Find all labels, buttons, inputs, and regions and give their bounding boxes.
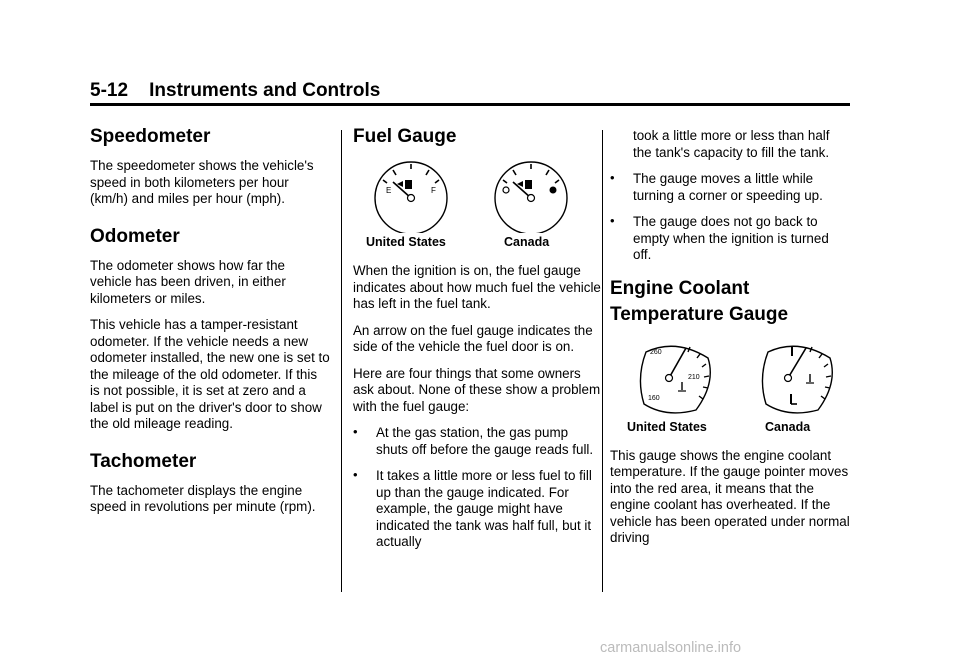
fuel-empty-label: E (386, 186, 392, 195)
odometer-body-1: The odometer shows how far the vehicle has been driven, in either kilometers or miles. (90, 257, 286, 306)
bullet-ignition-off: • The gauge does not go back to empty when the ignition is turned off. (610, 214, 850, 264)
fuel-gauge-illustrations (353, 158, 603, 233)
bullet-corner-speeding: • The gauge moves a little while turning a corner or speeding up. (610, 171, 850, 204)
fuel-gauge-captions (353, 235, 603, 255)
fuel-gauge-canada-illustration (491, 158, 571, 233)
column-2 (353, 118, 603, 561)
odometer-heading: Odometer (90, 225, 180, 247)
fuel-gauge-bullets-continued (610, 171, 850, 264)
page-header (90, 80, 380, 102)
bullet-continuation: took a little more or less than half the tank's capacity to fill the tank. (633, 128, 830, 160)
speedometer-heading: Speedometer (90, 126, 211, 147)
caption-united-states: United States (366, 235, 446, 249)
speedometer-body: The speedometer shows the vehicle's speed in both kilometers per hour (km/h) and miles per hour (mph). (90, 158, 314, 206)
coolant-heading-line-2: Temperature Gauge (610, 303, 789, 325)
coolant-temperature-icon (806, 374, 814, 383)
caption-canada: Canada (765, 419, 811, 434)
caption-canada: Canada (504, 235, 550, 249)
fuel-gauge-body-2: An arrow on the fuel gauge indicates the side of the vehicle the fuel door is on. (353, 322, 593, 354)
temp-210-label: 210 (688, 373, 700, 381)
fuel-gauge-body-3: Here are four things that some owners ask about. None of these show a problem with the fuel gauge: (353, 365, 601, 414)
fuel-gauge-bullets (353, 425, 603, 551)
column-divider-left (341, 130, 342, 592)
temp-160-label: 160 (648, 394, 660, 402)
coolant-temperature-icon (678, 382, 686, 391)
section-title: Instruments and Controls (149, 80, 381, 101)
coolant-heading-line-1: Engine Coolant (610, 277, 750, 299)
temp-260-label: 260 (650, 348, 662, 356)
header-rule (90, 103, 850, 106)
coolant-gauge-heading (610, 276, 850, 328)
coolant-gauge-body: This gauge shows the engine coolant temperature. If the gauge pointer moves into the red area, it means that the engine coolant has overheated. If the vehicle has been operated under normal driving (610, 447, 850, 545)
fuel-gauge-body-1: When the ignition is on, the fuel gauge indicates about how much fuel the vehicle has left in the fuel tank. (353, 263, 601, 311)
coolant-gauge-illustrations (610, 338, 850, 418)
tachometer-body: The tachometer displays the engine speed in revolutions per minute (rpm). (90, 482, 316, 514)
bullet-gas-pump: • At the gas station, the gas pump shuts off before the gauge reads full. (353, 425, 603, 458)
tachometer-heading: Tachometer (90, 450, 197, 472)
column-1 (90, 118, 330, 526)
bullet-more-or-less-fuel: • It takes a little more or less fuel to fill up than the gauge indicated. For example, the gauge might have indicated the tank was half full, but it actually (353, 468, 603, 551)
caption-united-states: United States (627, 419, 707, 434)
empty-symbol-icon (503, 187, 509, 193)
coolant-gauge-captions (610, 420, 850, 440)
coolant-gauge-us-illustration (636, 338, 716, 418)
full-symbol-icon (550, 187, 557, 194)
fuel-full-label: F (431, 186, 436, 195)
page-number: 5-12 (90, 80, 129, 101)
column-3 (610, 128, 850, 557)
fuel-gauge-us-illustration (371, 158, 451, 233)
cold-mark-icon (791, 394, 797, 404)
watermark: carmanualsonline.info (600, 640, 742, 656)
fuel-gauge-heading: Fuel Gauge (353, 126, 457, 147)
coolant-gauge-canada-illustration (758, 338, 838, 418)
odometer-body-2: This vehicle has a tamper-resistant odometer. If the vehicle needs a new odometer installed, the new one is set to the mileage of the old odometer. If this is not possible, it is set at zero and a label is put on the driver's door to show the old mileage reading. (90, 317, 330, 431)
